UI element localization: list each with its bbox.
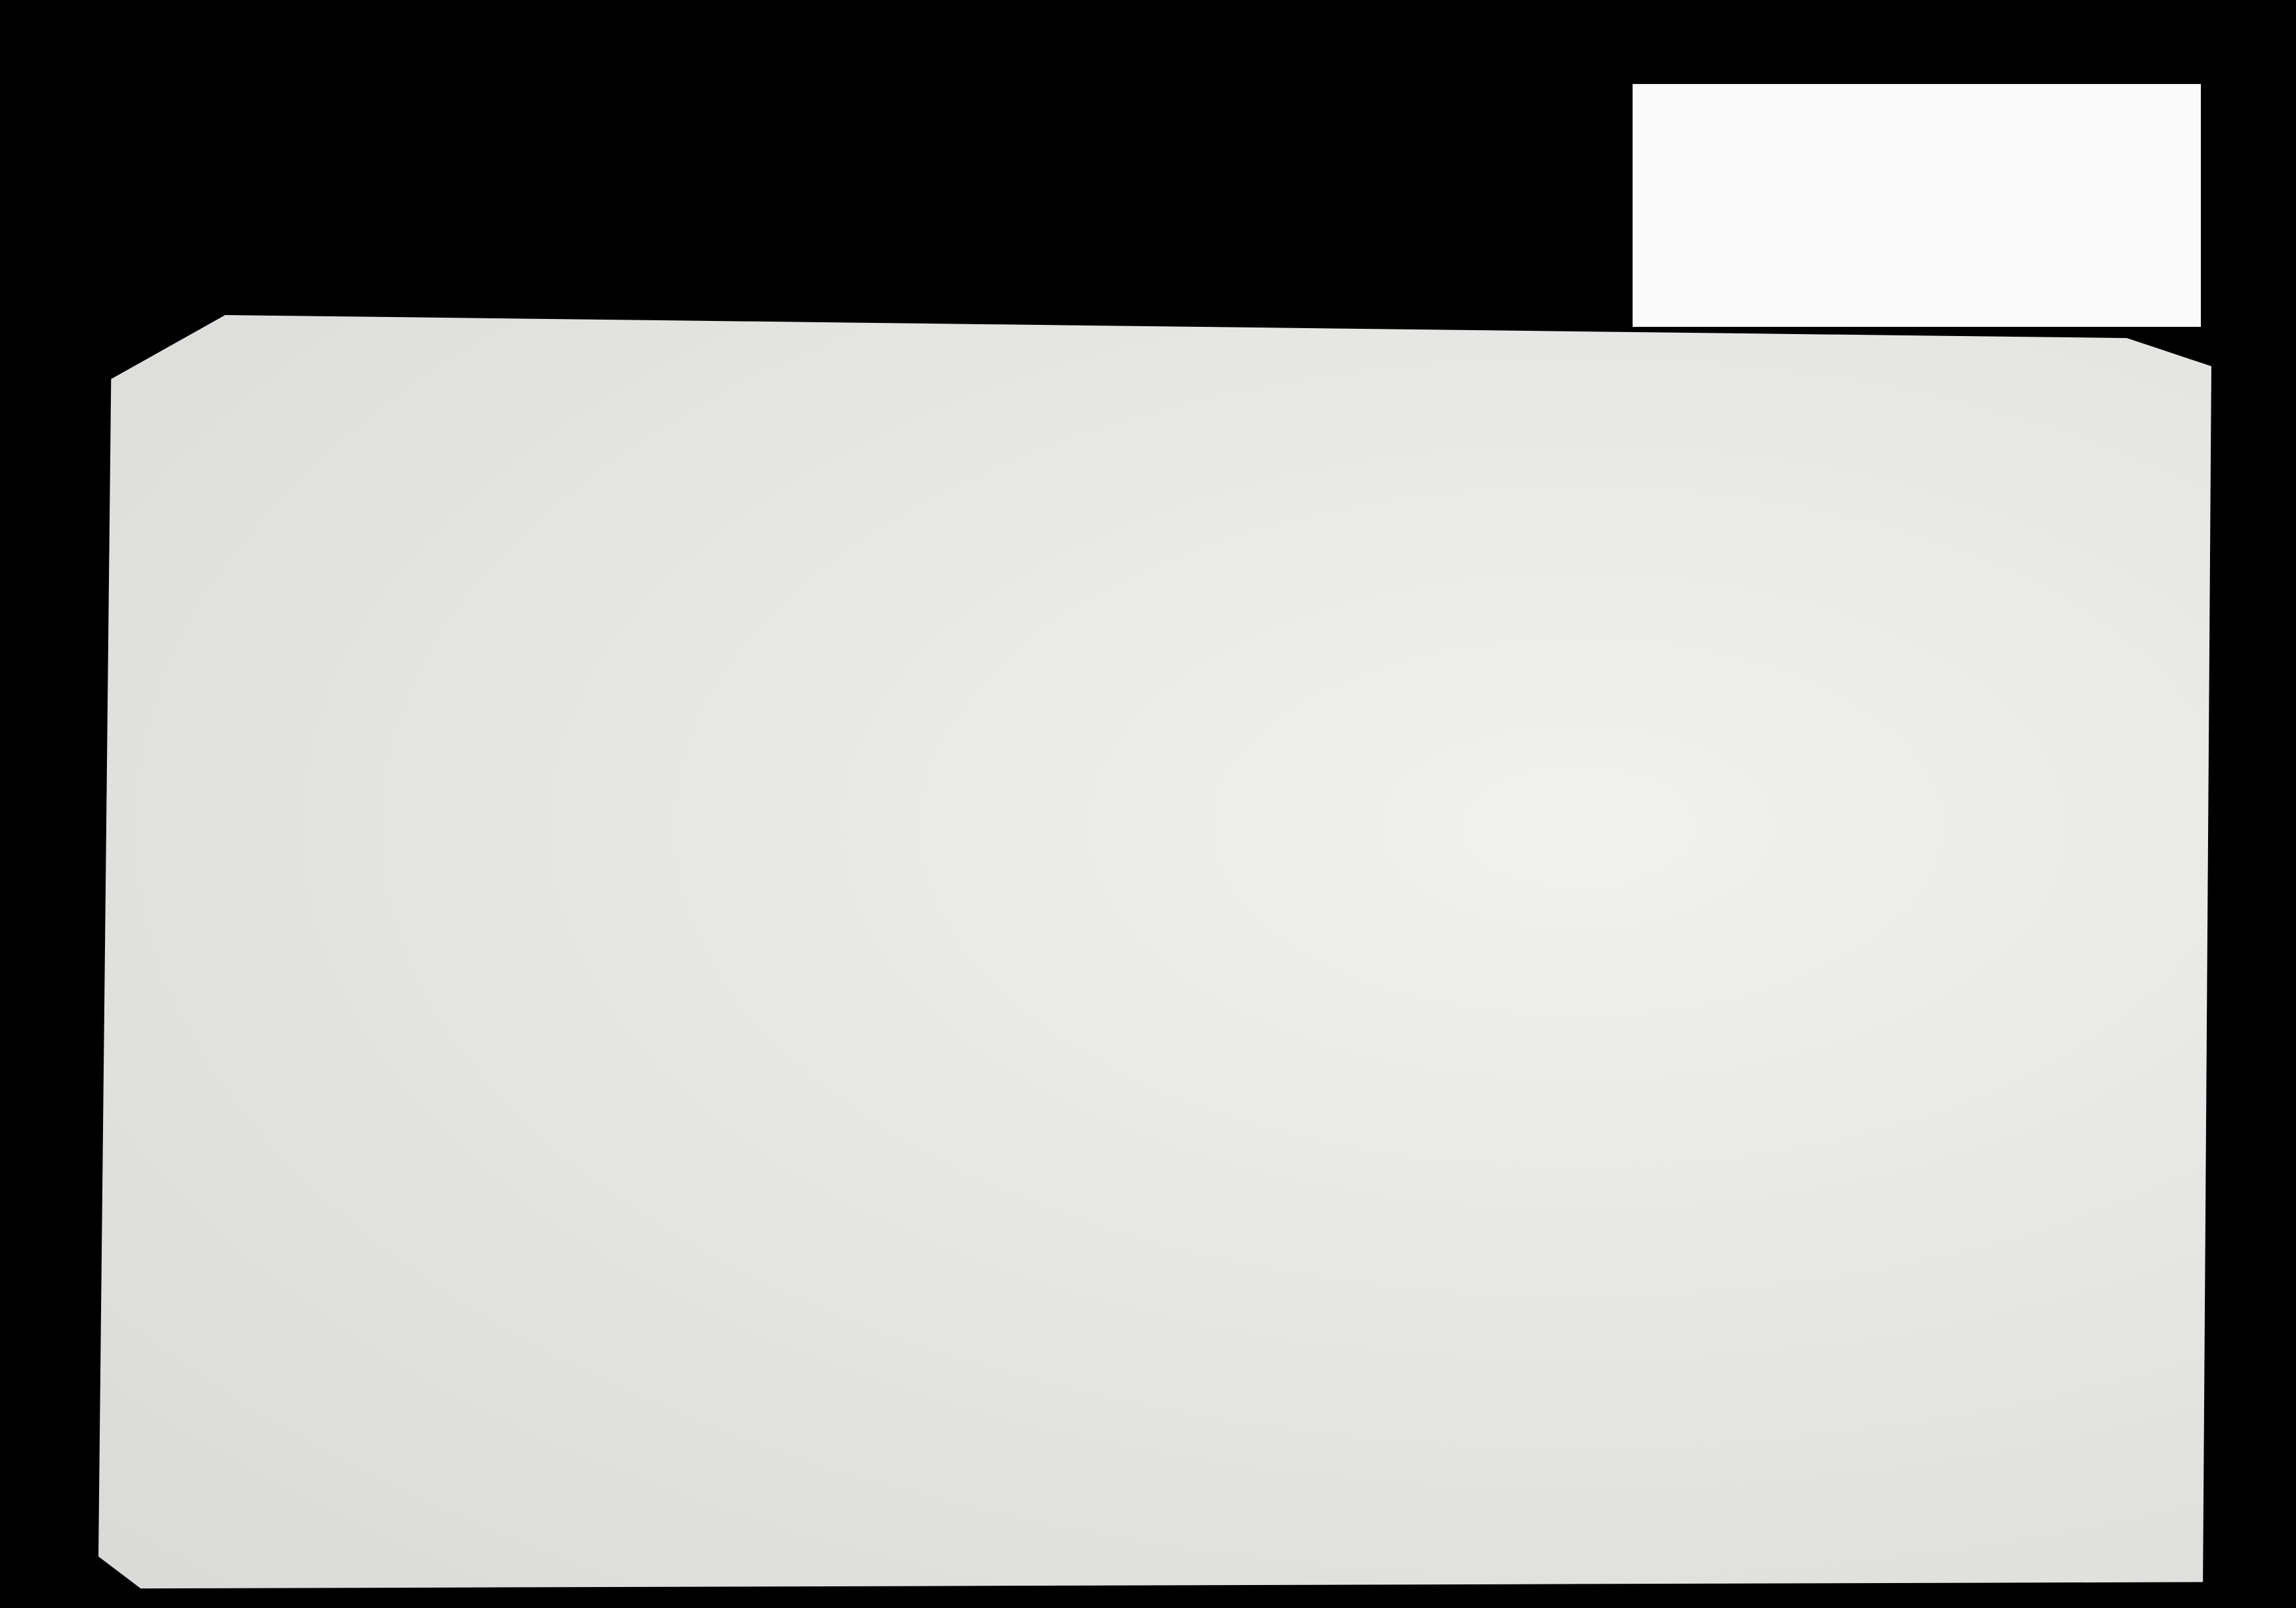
population-women <box>1756 794 1778 939</box>
workers-side-label <box>308 672 367 1086</box>
row-group-nadel <box>122 1258 151 1356</box>
population-side-label <box>1694 666 1747 1086</box>
row-group-vnenadel <box>122 1373 151 1498</box>
population-men <box>1756 925 1778 1057</box>
